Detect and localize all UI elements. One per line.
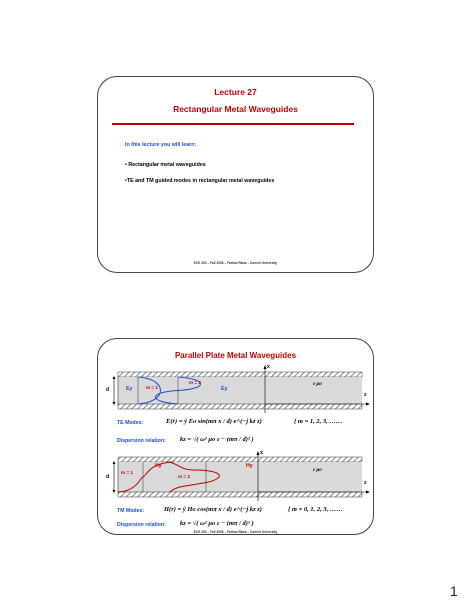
mode-label-m1-tm: m = 1 — [121, 470, 133, 475]
top-plate — [118, 372, 362, 377]
d-label-2: d — [106, 474, 110, 480]
tm-modes-label: TM Modes: — [117, 508, 145, 514]
lecture-title: Rectangular Metal Waveguides — [173, 104, 298, 114]
tm-dispersion-label: Dispersion relation: — [117, 522, 166, 528]
slide2-title: Parallel Plate Metal Waveguides — [174, 351, 297, 360]
te-waveguide-diagram — [98, 363, 374, 417]
d-label: d — [106, 387, 110, 393]
slide-footer: ECE 303 – Fall 2006 – Farhan Rana – Cornell University — [193, 261, 278, 265]
mode-label-m2: m = 2 — [189, 380, 201, 385]
te-dispersion-label: Dispersion relation: — [117, 438, 166, 444]
field-label-ey-2: Ey — [221, 386, 228, 392]
x-axis-label: x — [267, 364, 270, 370]
material-label: ε μo — [313, 381, 322, 387]
mode-label-m2-tm: m = 2 — [178, 474, 190, 479]
field-label-hy-2: Hy — [246, 463, 253, 469]
slide2-footer: ECE 303 – Fall 2006 – Farhan Rana – Cornell University — [193, 530, 278, 534]
te-modes-label: TE Modes: — [117, 420, 144, 426]
field-label-hy: Hy — [155, 463, 162, 469]
bottom-plate — [118, 404, 362, 409]
z-axis-label: z — [364, 392, 367, 398]
mode-label-m1: m = 1 — [146, 385, 158, 390]
tm-field-equation: H(r) = ŷ Ho cos(mπ x / d) e^(−j kz z) — [164, 506, 262, 513]
field-label-ey: Ey — [126, 386, 133, 392]
te-dispersion-equation: kz = √( ω² μo ε − (mπ / d)² ) — [180, 436, 254, 443]
z-axis-label-2: z — [364, 480, 367, 486]
material-label-2: ε μo — [313, 467, 322, 473]
te-mode-condition: { m = 1, 2, 3, …… — [294, 418, 343, 425]
tm-waveguide-diagram — [98, 451, 374, 505]
slide-parallel-plate — [97, 338, 374, 535]
lecture-number: Lecture 27 — [214, 87, 257, 97]
title-divider — [112, 123, 354, 125]
tm-mode-condition: { m = 0, 1, 2, 3, …… — [288, 506, 343, 513]
tm-dispersion-equation: kz = √( ω² μo ε − (mπ / d)² ) — [180, 520, 254, 527]
intro-text: In this lecture you will learn: — [125, 142, 197, 148]
page-number: 1 — [450, 583, 458, 599]
x-axis-label-2: x — [260, 450, 263, 456]
bullet-1: • Rectangular metal waveguides — [125, 162, 206, 168]
bullet-2: •TE and TM guided modes in rectangular metal waveguides — [125, 178, 275, 184]
te-field-equation: E(r) = ŷ Eo sin(mπ x / d) e^(−j kz z) — [166, 418, 262, 425]
slide-lecture-title — [97, 76, 374, 273]
